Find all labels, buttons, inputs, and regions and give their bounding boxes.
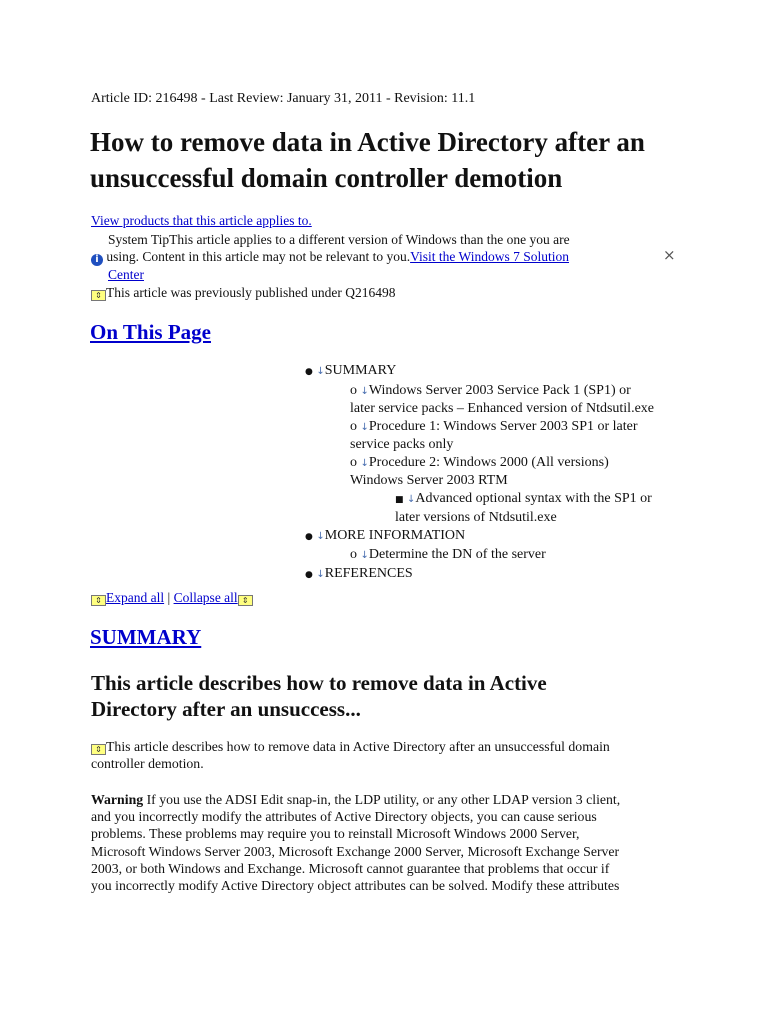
view-products-link[interactable]: View products that this article applies to. [91, 213, 312, 228]
down-arrow-icon: ↓ [316, 568, 325, 580]
expand-collapse-controls [91, 589, 253, 607]
collapse-toggle-icon[interactable]: ⇕ [91, 290, 106, 301]
collapse-icon[interactable]: ⇕ [238, 595, 253, 606]
down-arrow-icon: ↓ [360, 385, 369, 397]
collapse-all-link[interactable]: Collapse all [173, 590, 238, 605]
article-meta: Article ID: 216498 - Last Review: January 31, 2011 - Revision: 11.1 [91, 91, 476, 106]
windows7-solution-center-link-cont[interactable]: Center [108, 267, 144, 282]
toc-item-procedure1-cont[interactable]: service packs only [350, 437, 454, 452]
published-note: This article was previously published under Q216498 [106, 285, 396, 300]
section-toggle-icon[interactable]: ⇕ [91, 744, 106, 755]
toc-item-determine-dn[interactable]: o ↓Determine the DN of the server [350, 547, 546, 562]
windows7-solution-center-link[interactable]: Visit the Windows 7 Solution [410, 249, 569, 264]
toc-item-sp1[interactable]: o ↓Windows Server 2003 Service Pack 1 (SP1) or [350, 382, 631, 398]
toc-item-summary[interactable]: ● ↓SUMMARY [305, 363, 397, 378]
summary-subheading-line1: This article describes how to remove data in Active [91, 671, 547, 695]
summary-paragraph-line1: This article describes how to remove data in Active Directory after an unsuccessful domain [106, 739, 610, 754]
toc-item-procedure2[interactable]: o ↓Procedure 2: Windows 2000 (All versions) [350, 454, 609, 470]
system-tip-line1: System TipThis article applies to a different version of Windows than the one you are [108, 232, 570, 247]
toc-item-advanced-syntax-cont[interactable]: later versions of Ntdsutil.exe [395, 510, 557, 525]
toc-item-references[interactable]: ● ↓REFERENCES [305, 565, 413, 581]
toc-item-more-information[interactable]: ● ↓MORE INFORMATION [305, 527, 466, 543]
down-arrow-icon: ↓ [360, 457, 369, 469]
down-arrow-icon: ↓ [360, 421, 369, 433]
toc-item-advanced-syntax[interactable]: ■ ↓Advanced optional syntax with the SP1 or [395, 490, 652, 506]
info-icon: i [91, 254, 103, 266]
toc-item-sp1-cont[interactable]: later service packs – Enhanced version of Ntdsutil.exe [350, 401, 655, 416]
down-arrow-icon: ↓ [360, 550, 369, 561]
separator: | [167, 590, 171, 605]
on-this-page-heading[interactable]: On This Page [90, 320, 211, 344]
close-icon[interactable]: × [663, 246, 676, 264]
warning-label: Warning [91, 792, 144, 807]
expand-icon[interactable]: ⇕ [91, 595, 106, 606]
table-of-contents [305, 362, 725, 584]
toc-item-procedure1[interactable]: o ↓Procedure 1: Windows Server 2003 SP1 or later [350, 418, 638, 434]
toc-item-procedure2-cont[interactable]: Windows Server 2003 RTM [350, 473, 508, 488]
expand-all-link[interactable]: Expand all [106, 590, 165, 605]
summary-subheading-line2: Directory after an unsuccess... [91, 697, 361, 721]
down-arrow-icon: ↓ [316, 366, 325, 377]
summary-paragraph-line2: controller demotion. [91, 756, 204, 772]
warning-paragraph: Warning If you use the ADSI Edit snap-in, the LDP utility, or any other LDAP version 3 client, and you incorrectly modify the attributes of Active Directory objects, you can cause serious problems. These problems may require you to reinstall Microsoft Windows 2000 Server, Microsoft Windows Server 2003, Microsoft Exchange 2000 Server, Microsoft Exchange Server 2003, or both Windows and Exchange. Microsoft cannot guarantee that problems that occur if you incorrectly modify Active Directory object attributes can be solved. Modify these attributes [91, 792, 621, 894]
system-tip-text: using. Content in this article may not be relevant to you. [106, 249, 411, 264]
article-title: How to remove data in Active Directory after an unsuccessful domain controller demotion [90, 127, 645, 193]
down-arrow-icon: ↓ [407, 493, 416, 505]
down-arrow-icon: ↓ [316, 530, 325, 542]
system-tip-line2 [91, 248, 569, 266]
summary-heading[interactable]: SUMMARY [90, 625, 202, 649]
